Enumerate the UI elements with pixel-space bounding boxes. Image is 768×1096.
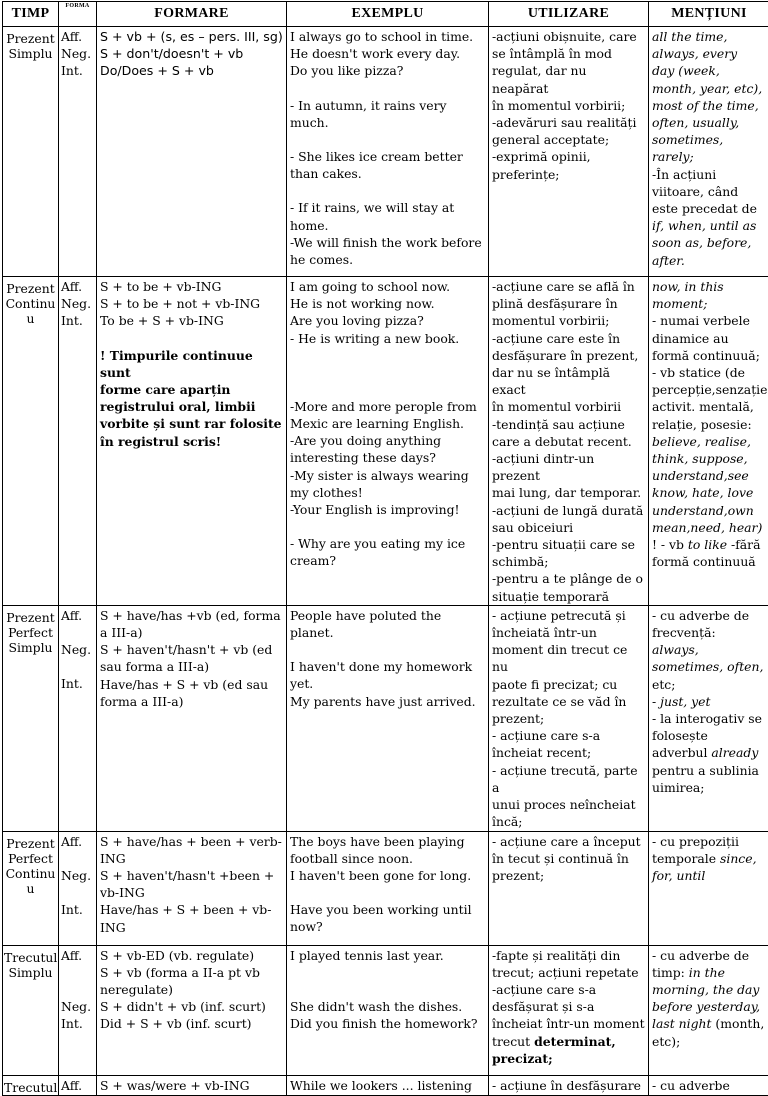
tense-name: Prezent Simplu xyxy=(3,27,59,277)
notes-cell: - cu adverbe de frecvență: always, sometimes, often, etc; - just, yet - la interogativ se folosește adverbul already pentru a sublinia uimirea; xyxy=(649,605,768,831)
header-utilizare: UTILIZARE xyxy=(489,2,649,27)
usage-cell: - acțiune petrecută și încheiată într-un moment din trecut ce nu paote fi precizat; cu rezultate ce se văd în prezent; - acțiune care s-a încheiat recent; - acțiune trecută, parte a unui proces neîncheiat încă; xyxy=(489,605,649,831)
form-labels: Aff. Neg. Int. xyxy=(59,945,97,1075)
header-forma: FORMA xyxy=(59,2,97,27)
usage-cell: -acțiune care se află în plină desfășurare în momentul vorbirii; -acțiune care este în desfășurare în prezent, dar nu se întâmplă exact în momentul vorbirii -tendință sau acțiune care a debutat recent. -acțiuni dintr-un prezent mai lung, dar temporar. -acțiuni de lungă durată sau obiceiuri -pentru situații care se schimbă; -pentru a te plânge de o situație temporară xyxy=(489,277,649,606)
formation-cell: S + to be + vb-ING S + to be + not + vb-ING To be + S + vb-ING ! Timpurile continuue sunt forme care aparțin registrului oral, limbii vorbite și sunt rar folosite în registrul scris! xyxy=(97,277,287,606)
grammar-table xyxy=(2,1,768,1096)
header-timp: TIMP xyxy=(3,2,59,27)
table-row xyxy=(3,945,768,1075)
notes-cell: now, in this moment; - numai verbele dinamice au formă continuuă; - vb statice (de percepție,senzație activit. mentală, relație, posesie: believe, realise, think, suppose, understand,see know, hate, love understand,own mean,need, hear) ! - vb to like -fără formă continuuă xyxy=(649,277,768,606)
form-labels: Aff. Neg. Int. xyxy=(59,831,97,945)
warning-note: ! Timpurile continuue sunt xyxy=(100,347,284,381)
usage-cell: -acțiuni obișnuite, care se întâmplă în mod regulat, dar nu neapărat în momentul vorbirii; -adevăruri sau realități general acceptate; -exprimă opinii, preferințe; xyxy=(489,27,649,277)
table-row xyxy=(3,277,768,606)
form-labels: Aff. Neg. Int. xyxy=(59,277,97,606)
formation-cell: S + have/has +vb (ed, forma a III-a) S + haven't/hasn't + vb (ed sau forma a III-a) Have/has + S + vb (ed sau forma a III-a) xyxy=(97,605,287,831)
example-cell: I am going to school now. He is not working now. Are you loving pizza? - He is writing a new book. -More and more perople from Mexic are learning English. -Are you doing anything interesting these days? -My sister is always wearing my clothes! -Your English is improving! - Why are you eating my ice cream? xyxy=(287,277,489,606)
header-mentiuni: MENȚIUNI xyxy=(649,2,768,27)
form-labels: Aff. Neg. Int. xyxy=(59,27,97,277)
usage-cell: - acțiune care a început în tecut și continuă în prezent; xyxy=(489,831,649,945)
tense-name: Prezent Continu u xyxy=(3,277,59,606)
example-cell: I always go to school in time. He doesn't work every day. Do you like pizza? - In autumn, it rains very much. - She likes ice cream better than cakes. - If it rains, we will stay at home. -We will finish the work before he comes. xyxy=(287,27,489,277)
example-cell: The boys have been playing football since noon. I haven't been gone for long. Have you been working until now? xyxy=(287,831,489,945)
form-labels: Aff. xyxy=(59,1075,97,1095)
header-row xyxy=(3,2,768,27)
usage-cell: -fapte și realități din trecut; acțiuni repetate -acțiune care s-a desfășurat și s-a încheiat într-un moment trecut determinat, precizat; xyxy=(489,945,649,1075)
table-row xyxy=(3,605,768,831)
formation-cell: S + was/were + vb-ING xyxy=(97,1075,287,1095)
tense-name: Prezent Perfect Continu u xyxy=(3,831,59,945)
notes-cell: all the time, always, every day (week, month, year, etc), most of the time, often, usually, sometimes, rarely; -În acțiuni viitoare, când este precedat de if, when, until as soon as, before, after. xyxy=(649,27,768,277)
example-cell: While we lookers ... listening xyxy=(287,1075,489,1095)
formation-cell: S + vb-ED (vb. regulate) S + vb (forma a II-a pt vb neregulate) S + didn't + vb (inf. scurt) Did + S + vb (inf. scurt) xyxy=(97,945,287,1075)
formation-cell: S + vb + (s, es – pers. III, sg) S + don't/doesn't + vb Do/Does + S + vb xyxy=(97,27,287,277)
notes-cell: - cu adverbe xyxy=(649,1075,768,1095)
header-formare: FORMARE xyxy=(97,2,287,27)
table-row xyxy=(3,831,768,945)
header-exemplu: EXEMPLU xyxy=(287,2,489,27)
table-row xyxy=(3,1075,768,1095)
usage-cell: - acțiune în desfășurare xyxy=(489,1075,649,1095)
example-cell: I played tennis last year. She didn't wash the dishes. Did you finish the homework? xyxy=(287,945,489,1075)
notes-cell: - cu prepoziții temporale since, for, until xyxy=(649,831,768,945)
formation-cell: S + have/has + been + verb- ING S + haven't/hasn't +been + vb-ING Have/has + S + been + vb- ING xyxy=(97,831,287,945)
table-row xyxy=(3,27,768,277)
tense-name: Prezent Perfect Simplu xyxy=(3,605,59,831)
tense-name: Trecutul Simplu xyxy=(3,945,59,1075)
notes-cell: - cu adverbe de timp: in the morning, the day before yesterday, last night (month, etc); xyxy=(649,945,768,1075)
tense-name: Trecutul xyxy=(3,1075,59,1095)
form-labels: Aff. Neg. Int. xyxy=(59,605,97,831)
example-cell: People have poluted the planet. I haven't done my homework yet. My parents have just arrived. xyxy=(287,605,489,831)
